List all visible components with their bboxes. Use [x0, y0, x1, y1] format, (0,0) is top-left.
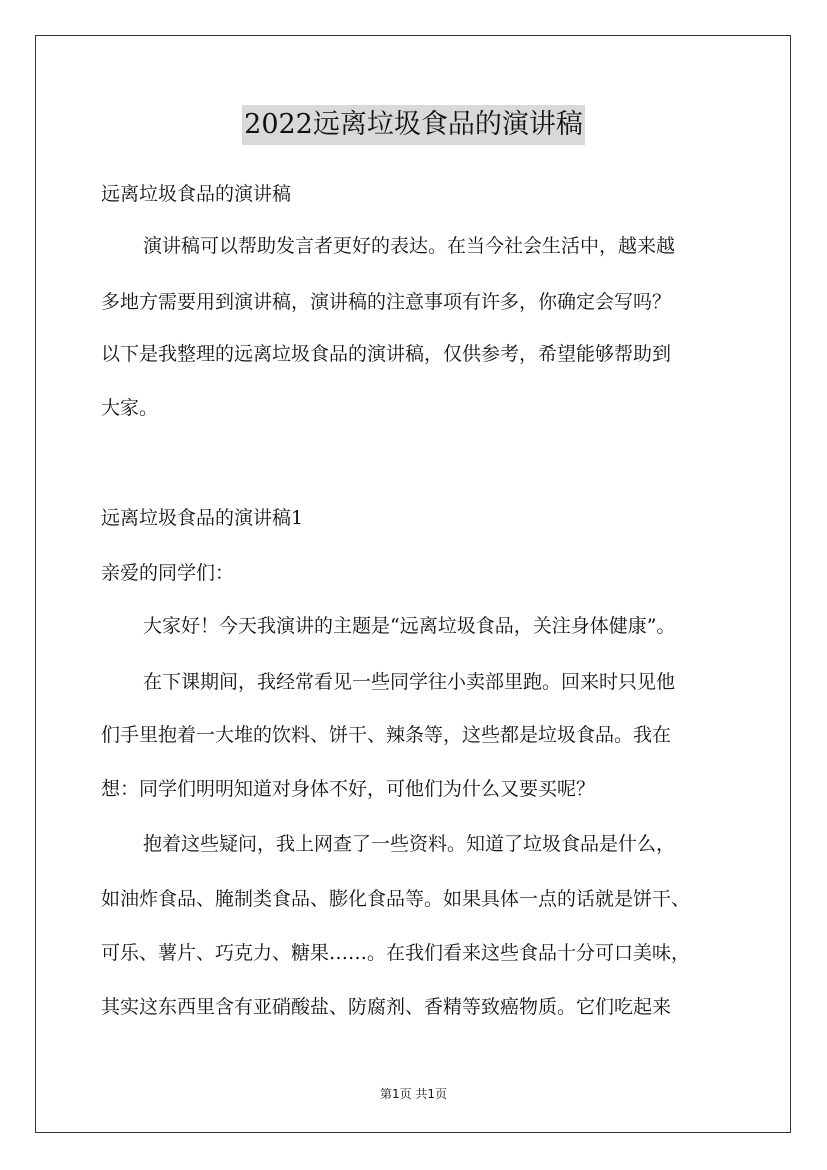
body-line-8: 其实这东西里含有亚硝酸盐、防腐剂、香精等致癌物质。它们吃起来	[101, 996, 672, 1018]
body-line-5: 抱着这些疑问，我上网查了一些资料。知道了垃圾食品是什么，	[143, 833, 676, 855]
intro-line-2: 多地方需要用到演讲稿，演讲稿的注意事项有许多，你确定会写吗？	[101, 291, 672, 313]
body-line-3: 们手里抱着一大堆的饮料、饼干、辣条等，这些都是垃圾食品。我在	[101, 724, 672, 746]
body-line-7: 可乐、薯片、巧克力、糖果……。在我们看来这些食品十分可口美味，	[101, 942, 691, 964]
body-line-2: 在下课期间，我经常看见一些同学往小卖部里跑。回来时只见他	[143, 671, 676, 693]
section-heading: 远离垃圾食品的演讲稿1	[101, 507, 304, 529]
document-subtitle: 远离垃圾食品的演讲稿	[101, 183, 292, 205]
intro-line-1: 演讲稿可以帮助发言者更好的表达。在当今社会生活中，越来越	[143, 235, 676, 257]
intro-line-3: 以下是我整理的远离垃圾食品的演讲稿，仅供参考，希望能够帮助到	[101, 343, 672, 365]
intro-line-4: 大家。	[101, 397, 159, 419]
salutation: 亲爱的同学们：	[101, 562, 235, 584]
body-line-4: 想：同学们明明知道对身体不好，可他们为什么又要买呢？	[101, 778, 596, 800]
body-line-6: 如油炸食品、腌制类食品、膨化食品等。如果具体一点的话就是饼干、	[101, 888, 691, 910]
body-line-1: 大家好！今天我演讲的主题是“远离垃圾食品，关注身体健康”。	[143, 615, 676, 637]
page-number: 第1页 共1页	[379, 1087, 448, 1101]
document-title: 2022远离垃圾食品的演讲稿	[0, 103, 827, 145]
